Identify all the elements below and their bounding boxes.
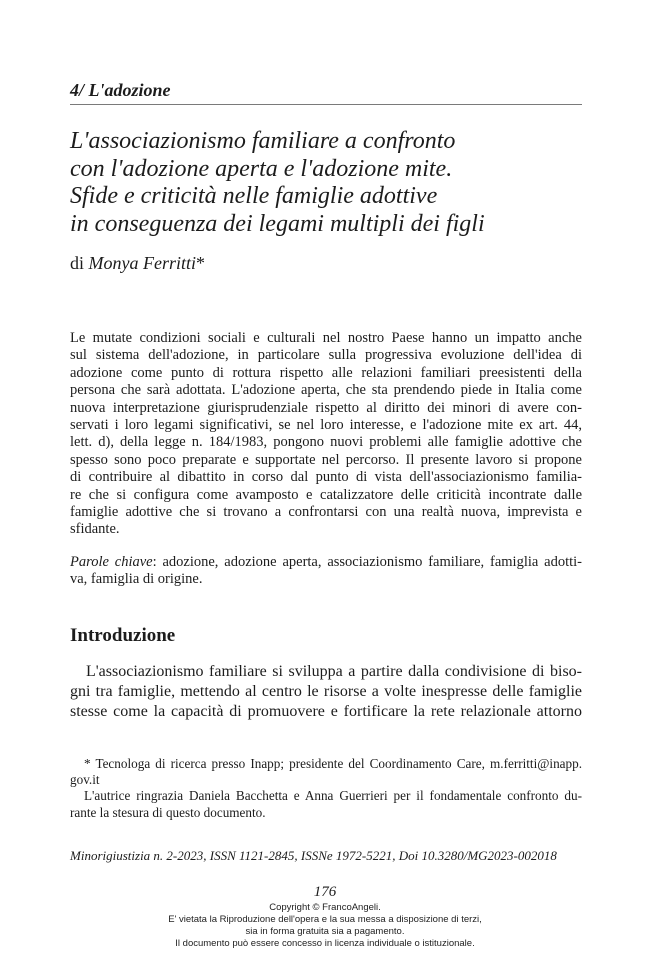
intro-paragraph — [70, 662, 582, 722]
section-divider — [70, 104, 582, 105]
abstract-line: lett. d), della legge n. 184/1983, pongono nuovi problemi alle famiglie adottive che — [70, 434, 582, 451]
keywords-text: : adozione, adozione aperta, associazionismo familiare, famiglia adotti- — [152, 554, 582, 570]
copyright-line: Copyright © FrancoAngeli. — [269, 902, 381, 913]
abstract-line: Le mutate condizioni sociali e culturali nel nostro Paese hanno un impatto anche — [70, 330, 582, 346]
footnote-line: rante la stesura di questo documento. — [70, 804, 266, 820]
abstract-line: sfidante. — [70, 521, 120, 538]
page-number: 176 — [313, 884, 337, 900]
abstract-line: re che si configura come avamposto e catalizzatore delle criticità incontrate dalle — [70, 486, 582, 503]
copyright-line: E' vietata la Riproduzione dell'opera e la sua messa a disposizione di terzi, — [168, 914, 482, 925]
article-title — [70, 128, 610, 238]
keywords-line — [70, 554, 582, 571]
copyright-notice — [0, 902, 650, 950]
keywords-label: Parole chiave — [70, 554, 153, 570]
footnote-line: * Tecnologa di ricerca presso Inapp; presidente del Coordinamento Care, m.ferritti@inapp. — [84, 756, 582, 771]
author-name: Monya Ferritti — [88, 253, 196, 273]
abstract-line: adozione come punto di rottura rispetto alle relazioni familiari preesistenti della — [70, 364, 582, 381]
abstract-line: servati i loro legami significativi, se nel loro interesse, e l'adozione mite ex art. 44, — [70, 416, 582, 433]
intro-line: L'associazionismo familiare si sviluppa a partire dalla condivisione di biso- — [86, 663, 582, 680]
copyright-line: Il documento può essere concesso in licenza individuale o istituzionale. — [175, 938, 475, 949]
keywords — [70, 554, 582, 589]
section-label: 4/ L'adozione — [70, 80, 171, 100]
abstract — [70, 330, 582, 539]
title-line: Sfide e criticità nelle famiglie adottive — [70, 183, 438, 209]
abstract-line: nuova interpretazione giurisprudenziale rispetto al diritto dei minori di avere con- — [70, 399, 582, 416]
abstract-line: persona che sarà adottata. L'adozione aperta, che sta prendendo piede in Italia come — [70, 382, 582, 399]
intro-line: gni tra famiglie, mettendo al centro le risorse a volte inespresse delle famiglie — [70, 683, 582, 700]
abstract-line: sul sistema dell'adozione, in particolare sulla progressiva evoluzione dell'idea di — [70, 347, 582, 364]
footnote-line: gov.it — [70, 772, 100, 788]
title-line: con l'adozione aperta e l'adozione mite. — [70, 155, 453, 182]
footnote-line: L'autrice ringrazia Daniela Bacchetta e Anna Guerrieri per il fondamentale confronto du- — [84, 788, 582, 804]
journal-citation: Minorigiustizia n. 2-2023, ISSN 1121-2845, ISSNe 1972-5221, Doi 10.3280/MG2023-002018 — [70, 848, 557, 863]
author-footnote-mark: * — [196, 253, 205, 273]
copyright-line: sia in forma gratuita sia a pagamento. — [245, 926, 405, 937]
intro-heading: Introduzione — [70, 625, 176, 646]
author-prefix: di — [70, 253, 85, 273]
title-line: L'associazionismo familiare a confronto — [70, 128, 456, 154]
author-byline — [70, 253, 205, 274]
abstract-line: spesso sono poco preparate e supportate nel percorso. Il presente lavoro si propone — [70, 451, 582, 468]
intro-line: stesse come la capacità di promuovere e fortificare la rete relazionale attorno — [70, 703, 582, 720]
keywords-line: va, famiglia di origine. — [70, 571, 203, 588]
footnotes — [70, 756, 582, 821]
title-line: in conseguenza dei legami multipli dei figli — [70, 210, 485, 237]
abstract-line: famiglie adottive che si trovano a confrontarsi con una realtà nuova, imprevista e — [70, 503, 582, 520]
abstract-line: di contribuire al dibattito in corso dal punto di vista dell'associazionismo familia- — [70, 469, 582, 486]
